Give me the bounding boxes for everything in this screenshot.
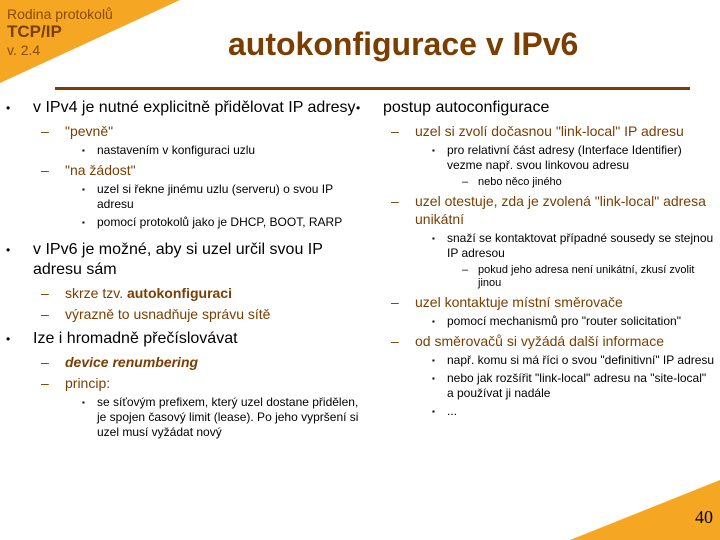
sub-bullet-text: např. komu si má říci o svou "definitivní" IP adresu [447, 353, 715, 367]
sub-bullet-item: ▪ pomocí mechanismů pro "router solicitation" [432, 314, 681, 328]
dash-text: princip: [65, 375, 111, 391]
bullet-text: v IPv4 je nutné explicitně přidělovat IP adresy [33, 99, 356, 116]
series-label: Rodina protokolů [7, 6, 113, 22]
sub-bullet-item: ▪ pomocí protokolů jako je DHCP, BOOT, RARP [82, 215, 343, 229]
dash-text: uzel si zvolí dočasnou "link-local" IP adresu [415, 123, 684, 139]
dash-text: výrazně to usnadňuje správu sítě [65, 306, 271, 322]
page-number: 40 [695, 507, 713, 527]
sub-bullet-item: ▪ uzel si řekne jinému uzlu (serveru) o svou IP adresu [82, 182, 333, 211]
sub-bullet-item: ▪ snaží se kontaktovat případné sousedy se stejnou IP adresou [432, 231, 714, 260]
sub-bullet-text: uzel si řekne jinému uzlu (serveru) o svou IP adresu [97, 182, 333, 211]
bullet-text: v IPv6 je možné, aby si uzel určil svou IP adresu sám [33, 241, 323, 278]
sub-bullet-text: se síťovým prefixem, který uzel dostane přidělen, je spojen časový limit (lease). Po jeho vypršení si uzel musí vyžádat nový [97, 395, 359, 439]
dash-text: "na žádost" [65, 162, 136, 178]
bullet-item [5, 98, 360, 118]
sub-bullet-text: snaží se kontaktovat případné sousedy se stejnou IP adresou [447, 231, 714, 260]
dash-item: – device renumbering [41, 354, 199, 370]
sub-bullet-text: nebo jak rozšířit "link-local" adresu na "site-local" a používat ji nadále [447, 371, 707, 400]
emphasis-device-renumbering: device renumbering [65, 354, 199, 370]
sub-bullet-text: pomocí protokolů jako je DHCP, BOOT, RARP [97, 215, 343, 229]
dash-item: – uzel kontaktuje místní směrovače [391, 294, 623, 310]
bullet-item: • v IPv6 je možné, aby si uzel určil svou IP adresu sám [6, 241, 323, 278]
sub-bullet-item: ▪ se síťovým prefixem, který uzel dostane přidělen, je spojen časový limit (lease). Po jeho vypršení si uzel musí vyžádat nový [82, 395, 359, 439]
dash-text: uzel otestuje, zda je zvolená "link-local" adresa unikátní [415, 193, 706, 227]
dash-item: – výrazně to usnadňuje správu sítě [41, 306, 271, 322]
title-underline [55, 87, 690, 90]
sub-bullet-item: ▪ např. komu si má říci o svou "definitivní" IP adresu [432, 353, 715, 367]
sub-bullet-text: ... [447, 404, 458, 418]
keyword-autokonfiguraci: autokonfiguraci [126, 285, 232, 301]
dash-item: – princip: [41, 375, 111, 391]
sub-bullet-item: ▪ pro relativní část adresy (Interface Identifier) vezme např. svou linkovou adresu [432, 143, 682, 172]
bullet-text: postup autoconfigurace [383, 99, 550, 116]
sub-bullet-item: ▪ nastavením v konfiguraci uzlu [82, 143, 256, 157]
dash-item: – skrze tzv. autokonfiguraci [41, 285, 232, 301]
sub-bullet-text: pro relativní část adresy (Interface Identifier) vezme např. svou linkovou adresu [447, 143, 682, 172]
dash-item: – uzel si zvolí dočasnou "link-local" IP adresu [391, 123, 684, 139]
sub-bullet-text: pomocí mechanismů pro "router solicitation" [447, 314, 681, 328]
sub-dash-item: – nebo něco jiného [462, 176, 562, 188]
bullet-text: Ize i hromadně přečíslovávat [33, 330, 238, 347]
sub-dash-text: pokud jeho adresa není unikátní, zkusí zvolit jinou [478, 264, 695, 289]
version-label: v. 2.4 [7, 42, 41, 58]
dash-item: – od směrovačů si vyžádá další informace [391, 333, 664, 349]
sub-dash-text: nebo něco jiného [478, 176, 562, 188]
page-title: autokonfigurace v IPv6 [228, 26, 579, 62]
subject-label: TCP/IP [7, 22, 62, 41]
sub-bullet-text: nastavením v konfiguraci uzlu [97, 143, 256, 157]
dash-text-prefix: skrze tzv. [65, 285, 127, 301]
dash-text: od směrovačů si vyžádá další informace [415, 333, 664, 349]
left-column [5, 98, 360, 443]
bullet-dot: • [6, 101, 11, 115]
dash-item: – uzel otestuje, zda je zvolená "link-local" adresa unikátní [391, 193, 706, 227]
dash-item: – "pevně" [41, 123, 114, 139]
dash-text: uzel kontaktuje místní směrovače [415, 294, 623, 310]
sub-bullet-item: ▪ ... [432, 404, 458, 418]
sub-dash-item: – pokud jeho adresa není unikátní, zkusí zvolit jinou [462, 264, 695, 289]
bullet-item: • Ize i hromadně přečíslovávat [6, 330, 238, 347]
dash-text: "pevně" [65, 123, 114, 139]
right-column [355, 98, 715, 422]
bullet-item: • postup autoconfigurace [356, 99, 550, 116]
dash-item: – "na žádost" [41, 162, 136, 178]
sub-bullet-item: ▪ nebo jak rozšířit "link-local" adresu na "site-local" a používat ji nadále [432, 371, 707, 400]
